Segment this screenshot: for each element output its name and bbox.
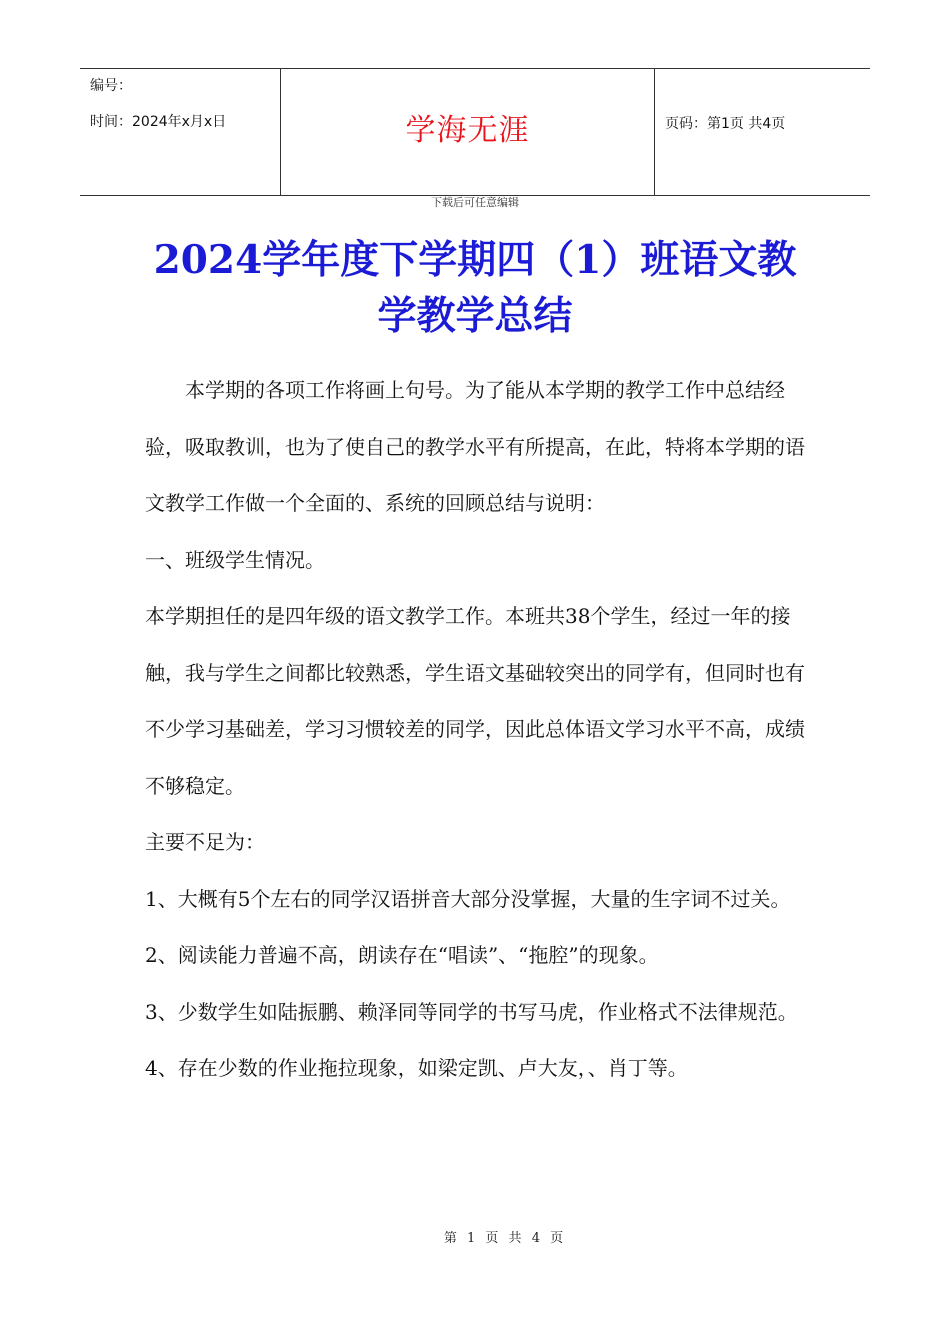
section-heading-class-situation: 一、班级学生情况。 <box>145 547 325 572</box>
intro-paragraph: 本学期的各项工作将画上句号。为了能从本学期的教学工作中总结经验，吸取教训，也为了使自己的教学水平有所提高，在此，特将本学期的语文教学工作做一个全面的、系统的回顾总结与说明： <box>145 378 805 515</box>
page-footer <box>0 1227 950 1246</box>
header-meta-cell <box>80 69 281 195</box>
footer-page-number: 第 1 页 共 4 页 <box>443 1231 567 1246</box>
document-title <box>100 232 850 344</box>
document-time-label: 时间：2024年x月x日 <box>90 114 227 130</box>
shortcoming-item-3: 3、少数学生如陆振鹏、赖泽同等同学的书写马虎，作业格式不法律规范。 <box>145 999 798 1024</box>
class-situation-paragraph: 本学期担任的是四年级的语文教学工作。本班共38个学生，经过一年的接触，我与学生之间都比较熟悉，学生语文基础较突出的同学有，但同时也有不少学习基础差，学习习惯较差的同学，因此总体语文学习水平不高，成绩不够稳定。 <box>145 604 805 798</box>
header-table <box>80 68 870 196</box>
shortcoming-item-4: 4、存在少数的作业拖拉现象，如梁定凯、卢大友，、肖丁等。 <box>145 1056 688 1080</box>
shortcoming-item-2: 2、阅读能力普遍不高，朗读存在“唱读”、“拖腔”的现象。 <box>145 943 659 967</box>
shortcoming-item-1: 1、大概有5个左右的同学汉语拼音大部分没掌握，大量的生字词不过关。 <box>145 886 791 911</box>
header-page-info: 页码：第1页 共4页 <box>665 116 786 132</box>
shortcomings-heading: 主要不足为： <box>145 830 265 854</box>
document-title-line-2: 学教学总结 <box>377 293 573 339</box>
header-brand-cell <box>281 69 655 195</box>
document-body <box>145 362 810 1097</box>
edit-note: 下载后可任意编辑 <box>431 196 519 209</box>
document-number-label: 编号： <box>90 78 132 94</box>
header-page-cell <box>655 69 870 195</box>
brand-slogan: 学海无涯 <box>405 113 530 148</box>
document-title-line-1: 2024学年度下学期四（1）班语文教 <box>153 237 797 283</box>
